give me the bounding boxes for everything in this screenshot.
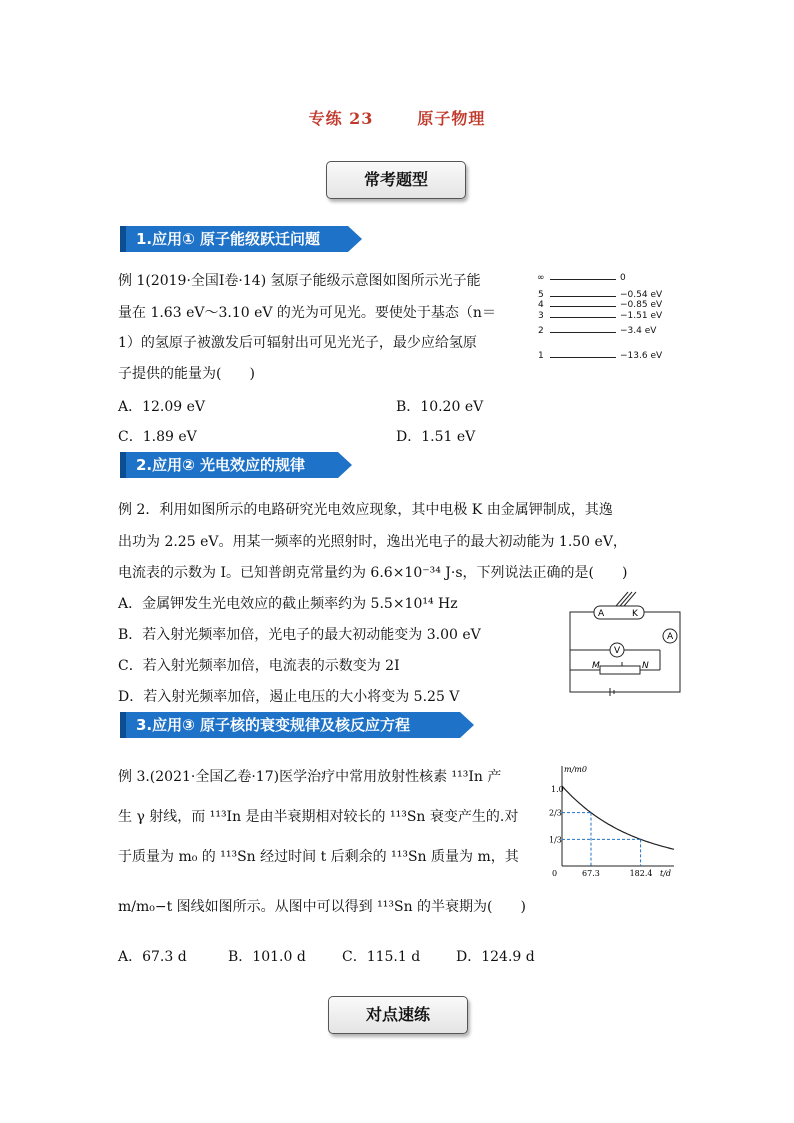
- q3-option-d: D．124.9 d: [456, 949, 535, 965]
- level-line: [550, 296, 616, 297]
- ammeter-label: A: [667, 632, 674, 642]
- q1-line-3: 1）的氢原子被激发后可辐射出可见光光子，最少应给氢原: [118, 335, 477, 351]
- section-footer-box: 对点速练: [328, 996, 468, 1034]
- level-n: ∞: [537, 273, 545, 283]
- level-n: 3: [538, 311, 544, 321]
- level-line: [550, 357, 616, 358]
- level-e: −13.6 eV: [620, 351, 663, 361]
- x-tick-182: 182.4: [629, 869, 653, 878]
- q1-line-2: 量在 1.63 eV～3.10 eV 的光为可见光。要使处于基态（n＝: [118, 305, 496, 321]
- level-e: −3.4 eV: [620, 326, 657, 336]
- level-n: 2: [538, 326, 544, 336]
- electrode-k-label: K: [632, 609, 638, 619]
- level-e: −0.54 eV: [620, 290, 663, 300]
- q3-option-b: B．101.0 d: [228, 949, 306, 965]
- y-axis-label: m/m0: [564, 765, 587, 774]
- section-3-banner: 3.应用③ 原子核的衰变规律及核反应方程: [120, 712, 460, 738]
- level-n: 1: [538, 351, 544, 361]
- photoelectric-circuit-diagram: [560, 588, 690, 708]
- q3-option-a: A．67.3 d: [118, 949, 187, 965]
- y-tick-2-3: 2/3: [549, 808, 562, 818]
- y-tick-1: 1.0: [551, 785, 564, 794]
- level-line: [550, 279, 616, 280]
- section-1-banner: 1.应用① 原子能级跃迁问题: [120, 226, 348, 252]
- q2-line-1: 例 2．利用如图所示的电路研究光电效应现象，其中电极 K 由金属钾制成，其逸: [118, 502, 613, 518]
- x-axis-label: t/d: [660, 869, 672, 878]
- q1-option-c: C．1.89 eV: [118, 429, 197, 445]
- section-header-box: 常考题型: [326, 161, 466, 199]
- title-topic: 原子物理: [417, 109, 486, 128]
- voltmeter-label: V: [614, 646, 621, 656]
- electrode-a-label: A: [598, 609, 605, 619]
- level-line: [550, 332, 616, 333]
- q2-line-2: 出功为 2.25 eV。用某一频率的光照射时，逸出光电子的最大初动能为 1.50 eV，: [118, 534, 627, 550]
- q2-line-3: 电流表的示数为 I。已知普朗克常量约为 6.6×10⁻³⁴ J·s，下列说法正确的是( ): [118, 565, 628, 581]
- x-tick-67: 67.3: [581, 869, 600, 878]
- level-e: −1.51 eV: [620, 311, 663, 321]
- q3-option-c: C．115.1 d: [342, 949, 421, 965]
- section-2-banner: 2.应用② 光电效应的规律: [120, 452, 338, 478]
- level-line: [550, 317, 616, 318]
- q1-option-d: D．1.51 eV: [396, 429, 476, 445]
- rheostat-n-label: N: [642, 661, 649, 671]
- q3-line-3: 于质量为 m₀ 的 ¹¹³Sn 经过时间 t 后剩余的 ¹¹³Sn 质量为 m，其: [118, 849, 519, 865]
- q3-line-2: 生 γ 射线，而 ¹¹³In 是由半衰期相对较长的 ¹¹³Sn 衰变产生的.对: [118, 809, 519, 825]
- q3-line-1: 例 3.(2021·全国乙卷·17)医学治疗中常用放射性核素 ¹¹³In 产: [118, 769, 502, 785]
- page-title: [0, 106, 794, 129]
- level-e: 0: [620, 273, 626, 283]
- level-n: 4: [538, 300, 544, 310]
- level-e: −0.85 eV: [620, 300, 663, 310]
- title-prefix: 专练 23: [308, 109, 374, 128]
- q2-option-b: B．若入射光频率加倍，光电子的最大初动能变为 3.00 eV: [118, 627, 481, 643]
- q1-option-b: B．10.20 eV: [396, 399, 484, 415]
- q1-line-4: 子提供的能量为( ): [118, 366, 255, 382]
- q3-line-4: m/m₀−t 图线如图所示。从图中可以得到 ¹¹³Sn 的半衰期为( ): [118, 899, 526, 915]
- q2-option-d: D．若入射光频率加倍，遏止电压的大小将变为 5.25 V: [118, 689, 460, 705]
- q2-option-a: A．金属钾发生光电效应的截止频率约为 5.5×10¹⁴ Hz: [118, 596, 458, 612]
- y-tick-1-3: 1/3: [549, 835, 562, 845]
- decay-chart: [548, 762, 682, 880]
- q1-option-a: A．12.09 eV: [118, 399, 206, 415]
- circuit-outer-wire: [570, 612, 680, 692]
- level-line: [550, 306, 616, 307]
- q2-option-c: C．若入射光频率加倍，电流表的示数变为 2I: [118, 658, 400, 674]
- rheostat-m-label: M: [592, 661, 600, 671]
- q1-line-1: 例 1(2019·全国Ⅰ卷·14) 氢原子能级示意图如图所示光子能: [118, 273, 481, 289]
- level-n: 5: [538, 290, 544, 300]
- rheostat: [600, 666, 640, 674]
- origin-label: 0: [552, 869, 558, 878]
